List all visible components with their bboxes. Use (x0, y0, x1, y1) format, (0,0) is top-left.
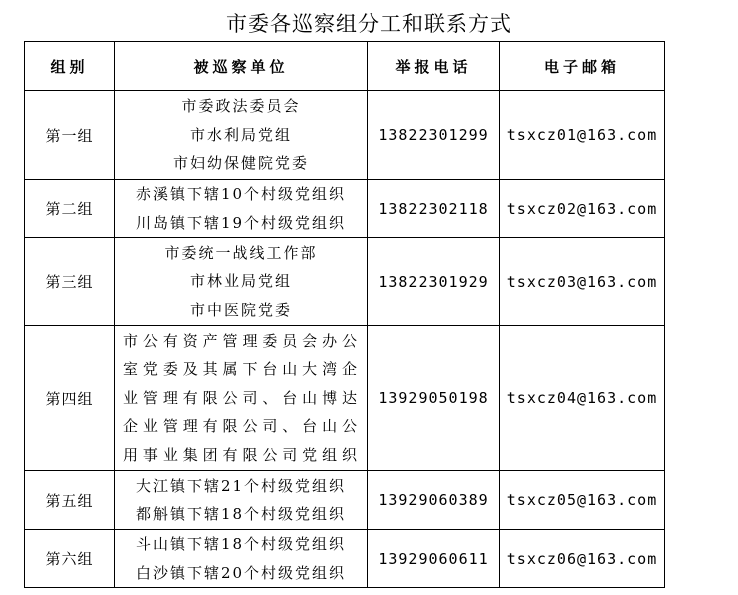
unit-line: 市林业局党组 (189, 272, 292, 291)
unit-line: 白沙镇下辖20个村级党组织 (135, 563, 347, 582)
inspection-table (24, 41, 665, 588)
unit-line: 赤溪镇下辖10个村级党组织 (135, 185, 347, 203)
unit-line: 市妇幼保健院党委 (172, 154, 309, 173)
unit-cell (115, 91, 368, 180)
header-row (25, 42, 665, 91)
email-cell: tsxcz05@163.com (500, 471, 665, 530)
table-row (25, 326, 665, 471)
unit-cell (115, 180, 368, 238)
header-phone: 举报电话 (368, 42, 500, 91)
unit-line: 市公有资产管理委员会办公 (123, 331, 359, 350)
unit-line: 市中医院党委 (189, 300, 292, 319)
unit-cell (115, 471, 368, 530)
group-cell: 第五组 (25, 471, 115, 530)
phone-cell: 13929050198 (368, 326, 500, 471)
table-row (25, 91, 665, 180)
email-cell: tsxcz04@163.com (500, 326, 665, 471)
table-row (25, 180, 665, 238)
unit-line: 业管理有限公司、台山博达 (123, 388, 359, 407)
group-cell: 第四组 (25, 326, 115, 471)
unit-cell (115, 326, 368, 471)
group-cell: 第三组 (25, 238, 115, 326)
unit-line: 市水利局党组 (189, 125, 292, 144)
group-cell: 第六组 (25, 530, 115, 588)
header-email: 电子邮箱 (500, 42, 665, 91)
group-cell: 第一组 (25, 91, 115, 180)
unit-line: 用事业集团有限公司党组织 (123, 445, 359, 464)
unit-line: 斗山镇下辖18个村级党组织 (135, 535, 347, 553)
phone-cell: 13822301299 (368, 91, 500, 180)
phone-cell: 13822301929 (368, 238, 500, 326)
group-cell: 第二组 (25, 180, 115, 238)
unit-cell (115, 530, 368, 588)
table-row (25, 471, 665, 530)
email-cell: tsxcz02@163.com (500, 180, 665, 238)
unit-cell (115, 238, 368, 326)
unit-line: 室党委及其属下台山大湾企 (123, 360, 359, 379)
phone-cell: 13929060611 (368, 530, 500, 588)
header-group: 组别 (25, 42, 115, 91)
email-cell: tsxcz06@163.com (500, 530, 665, 588)
unit-line: 企业管理有限公司、台山公 (123, 417, 359, 436)
email-cell: tsxcz01@163.com (500, 91, 665, 180)
phone-cell: 13929060389 (368, 471, 500, 530)
unit-line: 市委统一战线工作部 (164, 243, 318, 262)
header-unit: 被巡察单位 (115, 42, 368, 91)
unit-line: 市委政法委员会 (181, 97, 301, 116)
phone-cell: 13822302118 (368, 180, 500, 238)
table-row (25, 530, 665, 588)
email-cell: tsxcz03@163.com (500, 238, 665, 326)
unit-line: 都斛镇下辖18个村级党组织 (135, 505, 347, 523)
table-row (25, 238, 665, 326)
unit-line: 大江镇下辖21个村级党组织 (135, 476, 347, 495)
unit-line: 川岛镇下辖19个村级党组织 (135, 213, 347, 232)
page-title: 市委各巡察组分工和联系方式 (226, 12, 512, 36)
